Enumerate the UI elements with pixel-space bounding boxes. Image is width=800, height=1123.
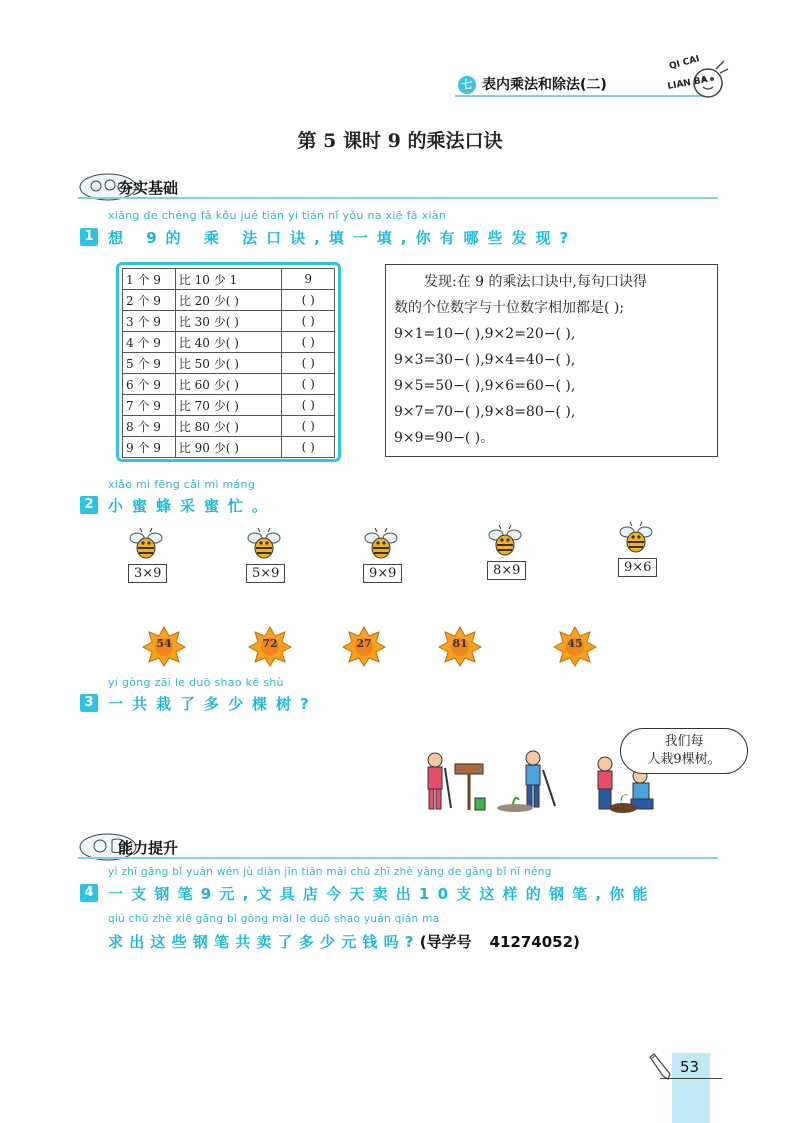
q4-number: 4 bbox=[80, 884, 98, 902]
bee-card bbox=[363, 528, 402, 583]
speech-bubble bbox=[620, 728, 748, 774]
flower-card bbox=[248, 625, 292, 671]
chapter-header bbox=[458, 74, 607, 94]
logo-text: QI CAI bbox=[668, 55, 701, 72]
q3-pinyin: yí gòng zāi le duō shao kē shù bbox=[108, 676, 284, 689]
section-basic-title: 夯实基础 bbox=[118, 179, 179, 197]
table-cell: 6 个 9 bbox=[123, 374, 176, 395]
bee-icon bbox=[487, 525, 523, 559]
section-basic-divider bbox=[78, 197, 718, 199]
discovery-box bbox=[385, 264, 718, 457]
table-cell: 比 40 少( ) bbox=[175, 332, 282, 353]
table-cell: 5 个 9 bbox=[123, 353, 176, 374]
q2-text: 小蜜蜂采蜜忙。 bbox=[108, 497, 277, 515]
table-cell: 比 50 少( ) bbox=[175, 353, 282, 374]
page-number-underline bbox=[660, 1078, 722, 1079]
table-cell: ( ) bbox=[282, 437, 335, 458]
logo-text-2: LIAN BA bbox=[666, 75, 709, 92]
q4-pinyin-line2: qiú chū zhè xiē gāng bǐ gòng mài le duō shao yuán qián ma bbox=[108, 913, 440, 925]
q4-line2 bbox=[108, 931, 580, 952]
equation-row: 9×9=90−( )。 bbox=[394, 430, 495, 446]
bee-expression: 8×9 bbox=[487, 561, 526, 580]
bee-card bbox=[487, 525, 526, 580]
table-row bbox=[123, 353, 335, 374]
bubble-line1: 我们每 bbox=[664, 734, 704, 749]
table-cell: 比 90 少( ) bbox=[175, 437, 282, 458]
table-cell: ( ) bbox=[282, 416, 335, 437]
table-cell: 1 个 9 bbox=[123, 269, 176, 290]
table-cell: 4 个 9 bbox=[123, 332, 176, 353]
table-cell: ( ) bbox=[282, 290, 335, 311]
table-cell: ( ) bbox=[282, 311, 335, 332]
table-row bbox=[123, 395, 335, 416]
table-cell: ( ) bbox=[282, 353, 335, 374]
bee-icon bbox=[363, 528, 399, 562]
table-cell: 8 个 9 bbox=[123, 416, 176, 437]
table-row bbox=[123, 269, 335, 290]
table-row bbox=[123, 374, 335, 395]
q2-pinyin: xiǎo mì fēng cǎi mì máng bbox=[108, 478, 256, 491]
flower-card bbox=[553, 625, 597, 671]
table-row bbox=[123, 416, 335, 437]
q3-number: 3 bbox=[80, 694, 98, 712]
bee-card bbox=[618, 522, 657, 577]
bee-icon bbox=[246, 528, 282, 562]
table-row bbox=[123, 332, 335, 353]
q1-pinyin: xiǎng de chéng fǎ kǒu jué tián yi tián nǐ yǒu na xiē fā xiàn bbox=[108, 209, 447, 222]
q4-text-line2: 求出这些钢笔共卖了多少元钱吗? bbox=[108, 933, 420, 951]
logo-graphic bbox=[640, 55, 730, 125]
table-cell: 比 70 少( ) bbox=[175, 395, 282, 416]
section-advanced-divider bbox=[78, 857, 718, 859]
guide-label: (导学号 bbox=[419, 933, 472, 951]
section-advanced-title: 能力提升 bbox=[118, 839, 179, 857]
flower-value: 54 bbox=[156, 637, 172, 650]
discovery-line2: 数的个位数字与十位数字相加都是( ); bbox=[394, 300, 625, 316]
table-row bbox=[123, 290, 335, 311]
table-cell: 比 10 少 1 bbox=[175, 269, 282, 290]
bee-icon bbox=[128, 528, 164, 562]
table-cell: 7 个 9 bbox=[123, 395, 176, 416]
table-cell: 比 20 少( ) bbox=[175, 290, 282, 311]
chapter-title: 表内乘法和除法(二) bbox=[482, 77, 607, 93]
bee-expression: 9×6 bbox=[618, 558, 657, 577]
table-cell: 2 个 9 bbox=[123, 290, 176, 311]
flower-card bbox=[342, 625, 386, 671]
table-cell: ( ) bbox=[282, 395, 335, 416]
bee-expression: 5×9 bbox=[246, 564, 285, 583]
qicai-logo bbox=[640, 55, 730, 125]
table-cell: ( ) bbox=[282, 332, 335, 353]
table-cell: 比 80 少( ) bbox=[175, 416, 282, 437]
multiplication-table-box bbox=[116, 262, 341, 462]
table-cell: 9 bbox=[282, 269, 335, 290]
q1-number: 1 bbox=[80, 228, 98, 246]
bee-icon bbox=[618, 522, 654, 556]
q2-number: 2 bbox=[80, 496, 98, 514]
discovery-line1: 发现:在 9 的乘法口诀中,每句口诀得 bbox=[424, 274, 647, 290]
q4-pinyin-line1: yì zhī gāng bǐ yuán wén jù diàn jīn tiān mài chū zhī zhè yàng de gāng bǐ nǐ néng bbox=[108, 866, 552, 878]
bee-card bbox=[246, 528, 285, 583]
bee-card bbox=[128, 528, 167, 583]
flower-card bbox=[142, 625, 186, 671]
table-cell: ( ) bbox=[282, 374, 335, 395]
equation-row: 9×1=10−( ),9×2=20−( ), bbox=[394, 326, 576, 342]
flower-card bbox=[438, 625, 482, 671]
bee-expression: 3×9 bbox=[128, 564, 167, 583]
multiplication-table bbox=[122, 268, 335, 458]
q1-text: 想 9的 乘 法口诀,填一填,你有哪些发现? bbox=[108, 229, 578, 247]
table-cell: 比 60 少( ) bbox=[175, 374, 282, 395]
flower-value: 72 bbox=[262, 637, 278, 650]
equation-row: 9×5=50−( ),9×6=60−( ), bbox=[394, 378, 576, 394]
equation-row: 9×3=30−( ),9×4=40−( ), bbox=[394, 352, 576, 368]
table-cell: 比 30 少( ) bbox=[175, 311, 282, 332]
bubble-line2: 人栽9棵树。 bbox=[647, 752, 721, 767]
flower-value: 81 bbox=[452, 637, 468, 650]
guide-number: 41274052) bbox=[489, 933, 580, 951]
q3-text: 一共栽了多少棵树? bbox=[108, 695, 318, 713]
table-row bbox=[123, 311, 335, 332]
lesson-title: 第 5 课时 9 的乘法口诀 bbox=[297, 130, 503, 152]
flower-value: 27 bbox=[356, 637, 372, 650]
bee-expression: 9×9 bbox=[363, 564, 402, 583]
q4-text-line1: 一支钢笔9元,文具店今天卖出10支这样的钢笔,你能 bbox=[108, 885, 656, 903]
equation-row: 9×7=70−( ),9×8=80−( ), bbox=[394, 404, 576, 420]
table-row bbox=[123, 437, 335, 458]
flower-value: 45 bbox=[567, 637, 583, 650]
table-cell: 3 个 9 bbox=[123, 311, 176, 332]
chapter-mark: 七 bbox=[458, 76, 476, 94]
page-number: 53 bbox=[680, 1058, 700, 1076]
table-cell: 9 个 9 bbox=[123, 437, 176, 458]
